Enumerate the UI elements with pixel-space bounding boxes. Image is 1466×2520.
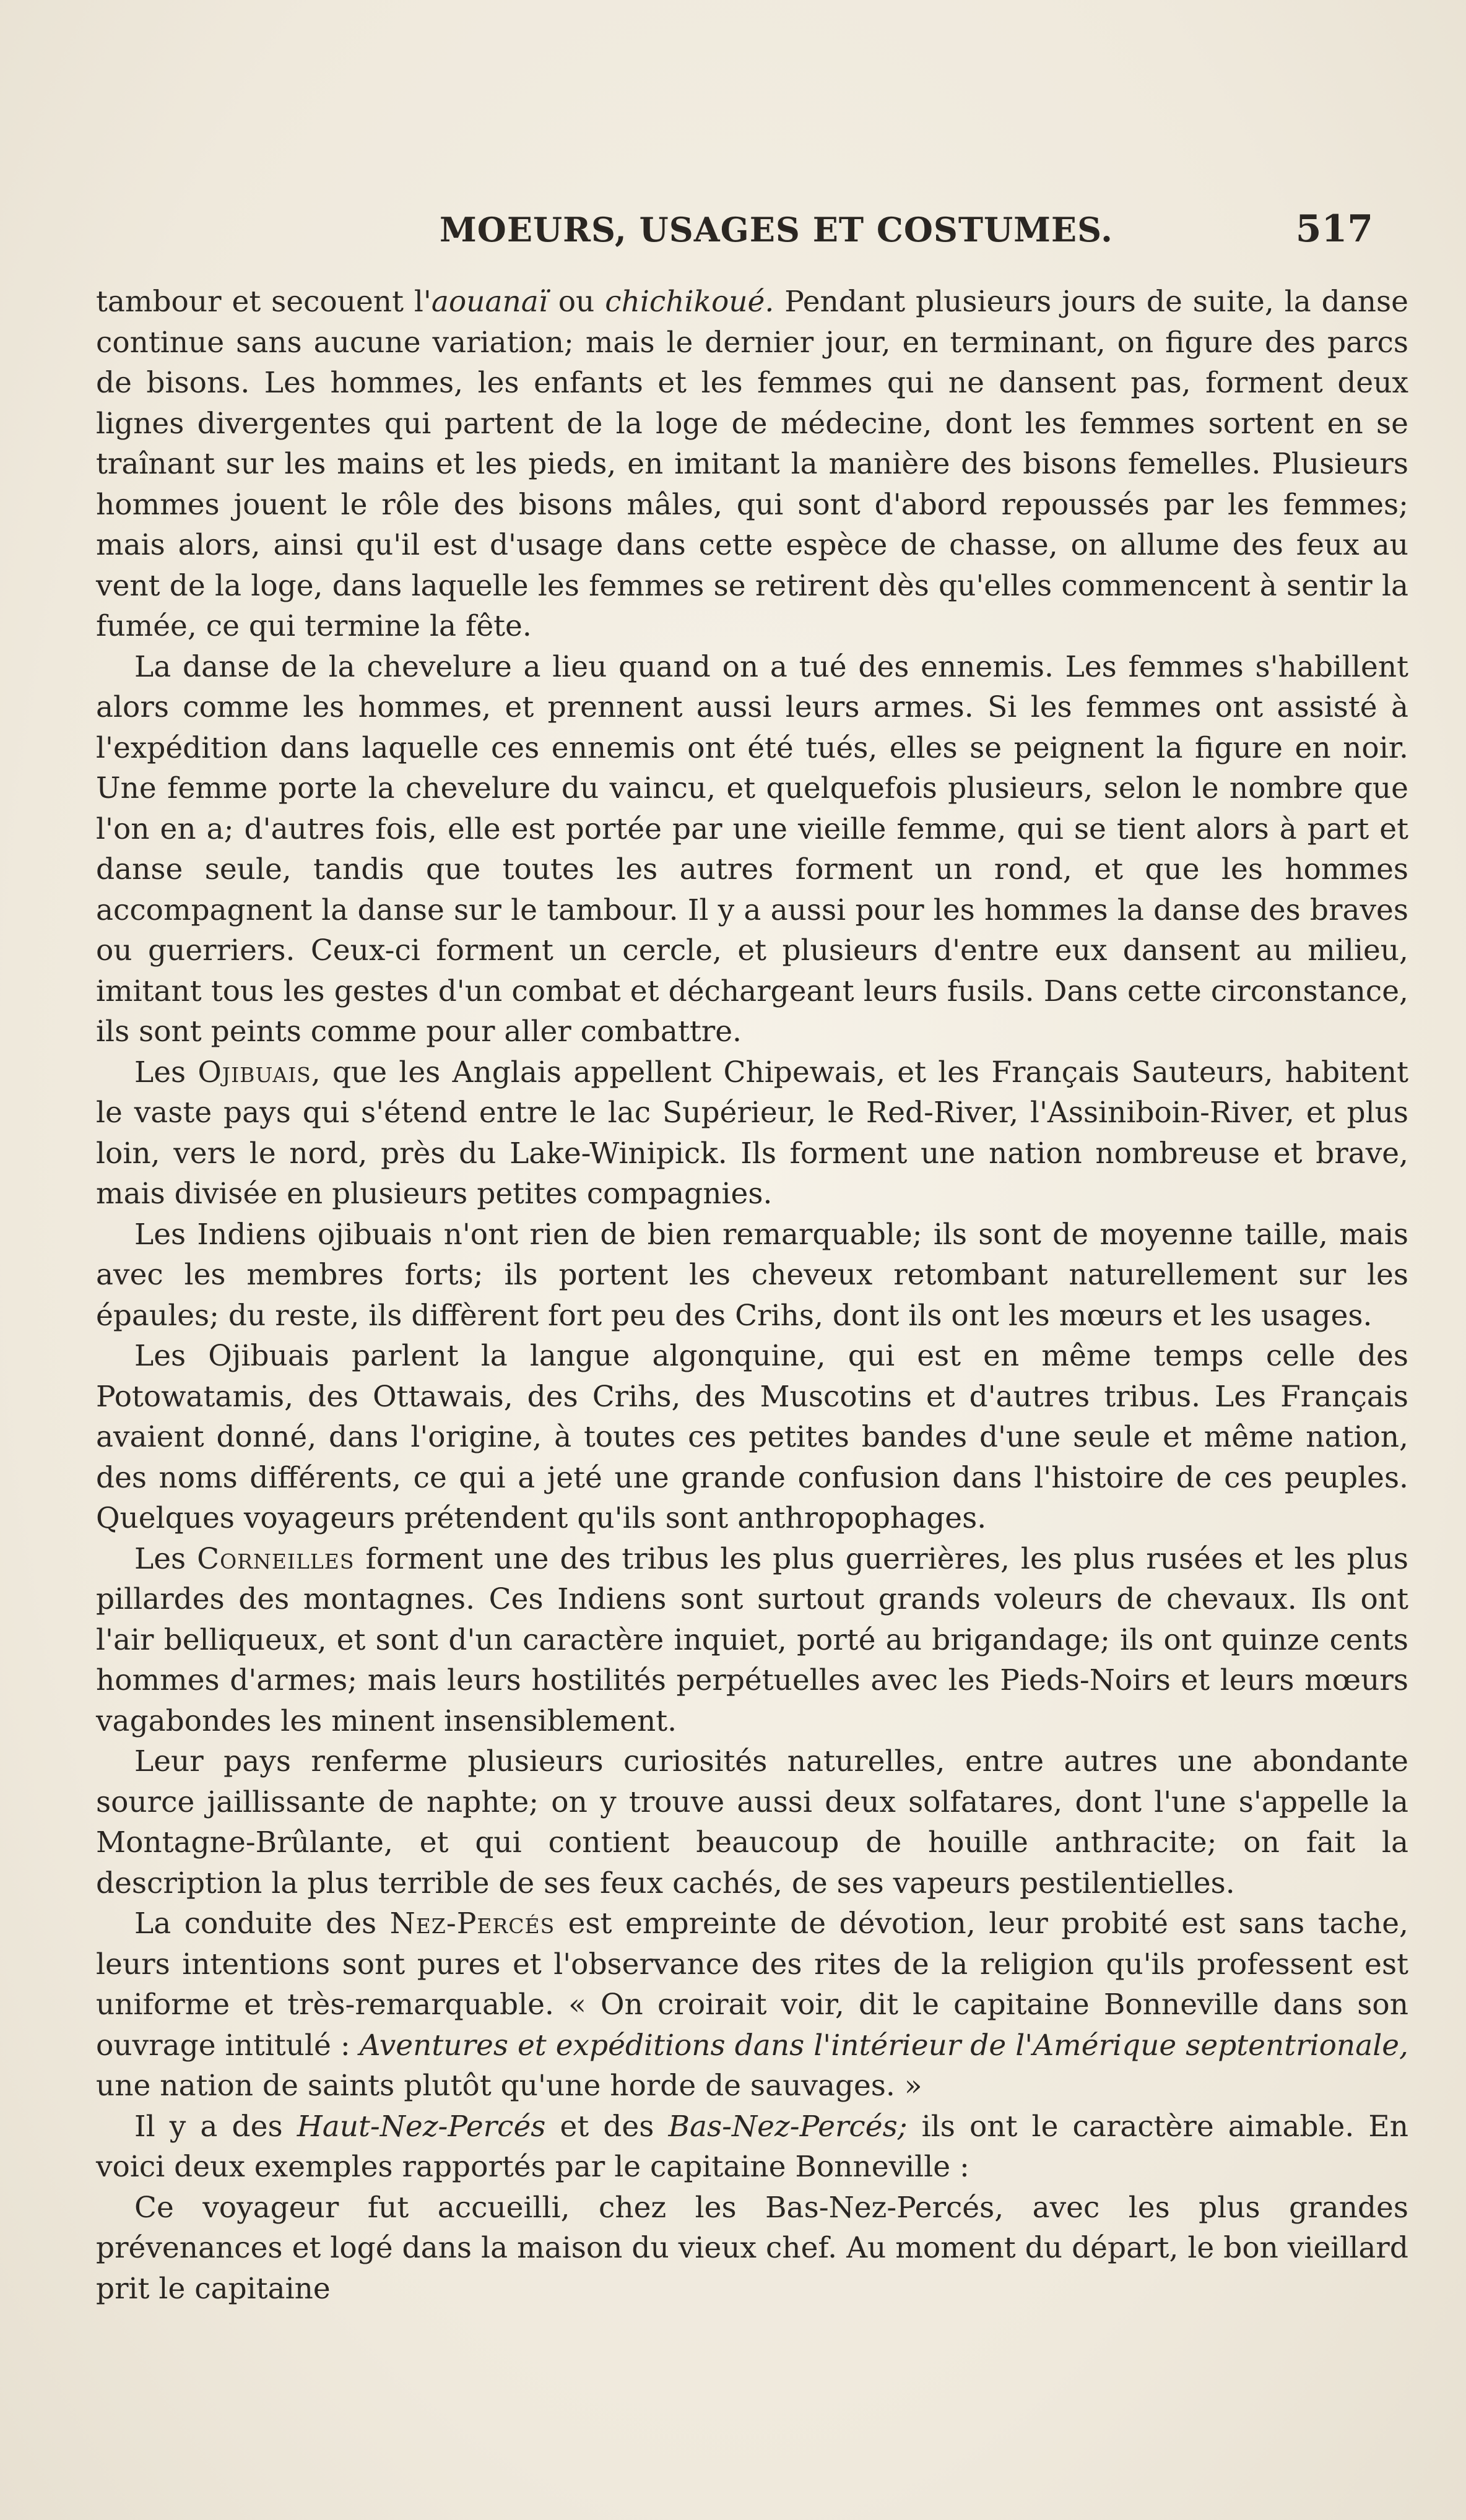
smallcaps-nez-perces: Nez-Percés — [389, 1907, 555, 1941]
text-run: est empreinte de dévotion, leur probité est sans tache, leurs intentions sont pures et l'observance des rites de la religion qu'ils professent est uniforme et très-remarquable. « On croirait voir, dit le capitaine Bonneville dans son ouvrage intitulé : — [96, 1907, 1408, 2063]
paragraph-3 — [96, 1052, 1408, 1215]
text-run: tambour et secouent l' — [96, 285, 432, 319]
paragraph-1 — [96, 282, 1408, 647]
running-title: MOEURS, USAGES ET COSTUMES. — [440, 210, 1113, 249]
italic-book-title: Aventures et expéditions dans l'intérieur de l'Amérique septentrionale, — [359, 2028, 1408, 2063]
text-run: Les Ojibuais parlent la langue algonquine, qui est en même temps celle des Potowatamis, des Ottawais, des Crihs, des Muscotins et d'autres tribus. Les Français avaient donné, dans l'origine, à toutes ces petites bandes d'une seule et même nation, des noms différents, ce qui a jeté une grande confusion dans l'histoire de ces peuples. Quelques voyageurs prétendent qu'ils sont anthropophages. — [96, 1339, 1408, 1535]
text-run: Les — [134, 1541, 197, 1576]
body-text — [96, 282, 1408, 2309]
paragraph-7 — [96, 1741, 1408, 1903]
paragraph-5 — [96, 1336, 1408, 1539]
text-run: Leur pays renferme plusieurs curiosités naturelles, entre autres une abondante source jaillissante de naphte; on y trouve aussi deux solfatares, dont l'une s'appelle la Montagne-Brûlante, et qui contient beaucoup de houille anthracite; on fait la description la plus terrible de ses feux cachés, de ses vapeurs pestilentielles. — [96, 1744, 1408, 1900]
text-run: , que les Anglais appellent Chipewais, et les Français Sauteurs, habitent le vaste pays qui s'étend entre le lac Supérieur, le Red-River, l'Assiniboin-River, et plus loin, vers le nord, près du Lake-Winipick. Ils forment une nation nombreuse et brave, mais divisée en plusieurs petites compagnies. — [96, 1055, 1408, 1211]
text-run: Pendant plusieurs jours de suite, la danse continue sans aucune variation; mais le dernier jour, en terminant, on figure des parcs de bisons. Les hommes, les enfants et les femmes qui ne dansent pas, forment deux lignes divergentes qui partent de la loge de médecine, dont les femmes sortent en se traînant sur les mains et les pieds, en imitant la manière des bisons femelles. Plusieurs hommes jouent le rôle des bisons mâles, qui sont d'abord repoussés par les femmes; mais alors, ainsi qu'il est d'usage dans cette espèce de chasse, on allume des feux au vent de la loge, dans laquelle les femmes se retirent dès qu'elles commencent à sentir la fumée, ce qui termine la fête. — [96, 285, 1408, 643]
text-run: forment une des tribus les plus guerrières, les plus rusées et les plus pillardes des montagnes. Ces Indiens sont surtout grands voleurs de chevaux. Ils ont l'air belliqueux, et sont d'un caractère inquiet, porté au brigandage; ils ont quinze cents hommes d'armes; mais leurs hostilités perpétuelles avec les Pieds-Noirs et leurs mœurs vagabondes les minent insensiblement. — [96, 1541, 1408, 1738]
text-run: La conduite des — [134, 1907, 390, 1941]
italic-term-chichikoue: chichikoué. — [605, 285, 774, 319]
text-run: Les Indiens ojibuais n'ont rien de bien remarquable; ils sont de moyenne taille, mais avec les membres forts; ils portent les cheveux retombant naturellement sur les épaules; du reste, ils diffèrent fort peu des Crihs, dont ils ont les mœurs et les usages. — [96, 1217, 1408, 1333]
paragraph-6 — [96, 1539, 1408, 1742]
text-run: ils ont le caractère aimable. En voici deux exemples rapportés par le capitaine Bonneville : — [96, 2109, 1409, 2184]
text-run: et des — [545, 2109, 669, 2144]
text-run: La danse de la chevelure a lieu quand on a tué des ennemis. Les femmes s'habillent alors comme les hommes, et prennent aussi leurs armes. Si les femmes ont assisté à l'expédition dans laquelle ces ennemis ont été tués, elles se peignent la figure en noir. Une femme porte la chevelure du vaincu, et quelquefois plusieurs, selon le nombre que l'on en a; d'autres fois, elle est portée par une vieille femme, qui se tient alors à part et danse seule, tandis que toutes les autres forment un rond, et que les hommes accompagnent la danse sur le tambour. Il y a aussi pour les hommes la danse des braves ou guerriers. Ceux-ci forment un cercle, et plusieurs d'entre eux dansent au milieu, imitant tous les gestes d'un combat et déchargeant leurs fusils. Dans cette circonstance, ils sont peints comme pour aller combattre. — [96, 649, 1408, 1049]
paragraph-10 — [96, 2188, 1408, 2310]
smallcaps-ojibuais: Ojibuais — [197, 1055, 311, 1089]
smallcaps-corneilles: Corneilles — [197, 1541, 355, 1576]
text-run: Il y a des — [134, 2109, 297, 2144]
italic-bas-nez-perces: Bas-Nez-Percés; — [668, 2109, 908, 2144]
page-header — [136, 204, 1416, 260]
text-run: une nation de saints plutôt qu'une horde de sauvages. » — [96, 2069, 922, 2103]
text-run: Les — [134, 1055, 198, 1089]
text-run: Ce voyageur fut accueilli, chez les Bas-Nez-Percés, avec les plus grandes prévenances et logé dans la maison du vieux chef. Au moment du départ, le bon vieillard prit le capitaine — [96, 2190, 1408, 2306]
text-run: ou — [547, 285, 605, 319]
paragraph-8 — [96, 1903, 1408, 2106]
page-number: 517 — [1295, 207, 1373, 251]
paragraph-9 — [96, 2106, 1408, 2188]
italic-haut-nez-perces: Haut-Nez-Percés — [297, 2109, 546, 2144]
paragraph-4 — [96, 1215, 1408, 1336]
italic-term-aouanai: aouanaï — [431, 285, 548, 319]
paragraph-2 — [96, 647, 1408, 1052]
